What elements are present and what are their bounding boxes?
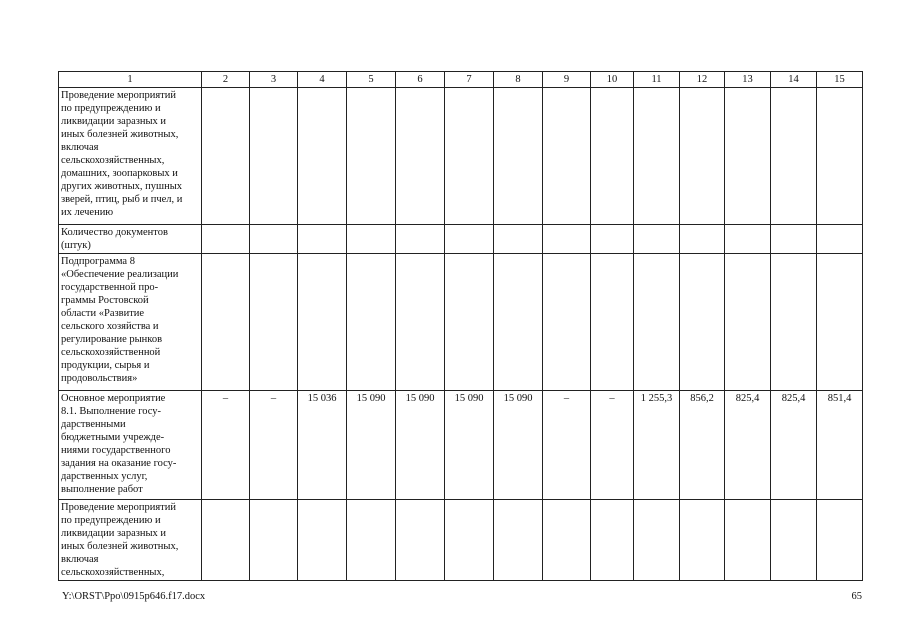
table-cell-col-13: 825,4	[725, 391, 771, 500]
table-cell-col-10	[591, 88, 634, 225]
table-cell-col-15	[817, 225, 863, 254]
column-header-3: 3	[250, 72, 298, 88]
column-header-9: 9	[543, 72, 591, 88]
table-cell-col-15	[817, 88, 863, 225]
table-cell-col-3	[250, 254, 298, 391]
column-header-14: 14	[771, 72, 817, 88]
table-cell-col-7	[445, 500, 494, 581]
row-description: Количество документов (штук)	[59, 225, 202, 254]
table-cell-col-5	[347, 88, 396, 225]
table-cell-col-8: 15 090	[494, 391, 543, 500]
table-cell-col-6	[396, 500, 445, 581]
column-header-1: 1	[59, 72, 202, 88]
table-cell-col-5	[347, 254, 396, 391]
table-cell-col-13	[725, 500, 771, 581]
table-cell-col-14	[771, 500, 817, 581]
table-row	[59, 254, 863, 391]
table-cell-col-11	[634, 254, 680, 391]
column-header-5: 5	[347, 72, 396, 88]
column-header-15: 15	[817, 72, 863, 88]
column-header-6: 6	[396, 72, 445, 88]
table-cell-col-5	[347, 500, 396, 581]
table-cell-col-7	[445, 254, 494, 391]
column-header-8: 8	[494, 72, 543, 88]
table-cell-col-12	[680, 500, 725, 581]
table-row	[59, 88, 863, 225]
table-cell-col-5	[347, 225, 396, 254]
table-cell-col-6: 15 090	[396, 391, 445, 500]
column-header-7: 7	[445, 72, 494, 88]
table-cell-col-9: –	[543, 391, 591, 500]
row-description: Проведение мероприятий по предупреждению и ликвидации заразных и иных болезней животных, включая сельскохозяйственных, домашних, зоопарковых и других животных, пушных зверей, птиц, рыб и пчел, и их лечению	[59, 88, 202, 225]
table-cell-col-6	[396, 88, 445, 225]
column-header-4: 4	[298, 72, 347, 88]
table-cell-col-4	[298, 225, 347, 254]
table-cell-col-8	[494, 500, 543, 581]
table-cell-col-4	[298, 500, 347, 581]
table-cell-col-10: –	[591, 391, 634, 500]
table-cell-col-6	[396, 225, 445, 254]
table-cell-col-7	[445, 225, 494, 254]
column-header-12: 12	[680, 72, 725, 88]
table-cell-col-11	[634, 88, 680, 225]
table-cell-col-15: 851,4	[817, 391, 863, 500]
table-cell-col-9	[543, 225, 591, 254]
table-cell-col-7: 15 090	[445, 391, 494, 500]
document-sheet	[58, 71, 862, 581]
row-description: Основное мероприятие 8.1. Выполнение госу- дарственными бюджетными учрежде- ниями государственного задания на оказание госу- дарственных услуг, выполнение работ	[59, 391, 202, 500]
table-cell-col-6	[396, 254, 445, 391]
table-cell-col-2: –	[202, 391, 250, 500]
table-cell-col-12	[680, 225, 725, 254]
table-cell-col-10	[591, 225, 634, 254]
footer-file-path: Y:\ORST\Ppo\0915p646.f17.docx	[62, 591, 206, 602]
table-cell-col-12	[680, 88, 725, 225]
table-cell-col-2	[202, 254, 250, 391]
table-cell-col-9	[543, 254, 591, 391]
column-header-13: 13	[725, 72, 771, 88]
table-cell-col-2	[202, 88, 250, 225]
table-cell-col-11	[634, 225, 680, 254]
table-cell-col-14	[771, 225, 817, 254]
table-cell-col-4	[298, 254, 347, 391]
column-header-10: 10	[591, 72, 634, 88]
row-description: Подпрограмма 8 «Обеспечение реализации государственной про- граммы Ростовской области «Развитие сельского хозяйства и регулирование рынков сельскохозяйственной продукции, сырья и продовольствия»	[59, 254, 202, 391]
table-cell-col-12	[680, 254, 725, 391]
table-cell-col-10	[591, 500, 634, 581]
table-cell-col-3	[250, 500, 298, 581]
table-cell-col-8	[494, 254, 543, 391]
table-cell-col-14	[771, 88, 817, 225]
table-cell-col-4: 15 036	[298, 391, 347, 500]
column-header-11: 11	[634, 72, 680, 88]
column-header-2: 2	[202, 72, 250, 88]
table-row	[59, 391, 863, 500]
table-row	[59, 500, 863, 581]
table-cell-col-9	[543, 500, 591, 581]
table-row	[59, 225, 863, 254]
table-cell-col-9	[543, 88, 591, 225]
table-cell-col-10	[591, 254, 634, 391]
table-cell-col-13	[725, 254, 771, 391]
table-cell-col-4	[298, 88, 347, 225]
table-cell-col-3	[250, 88, 298, 225]
table-cell-col-3: –	[250, 391, 298, 500]
table-cell-col-12: 856,2	[680, 391, 725, 500]
table-cell-col-7	[445, 88, 494, 225]
table-body	[59, 88, 863, 581]
table-cell-col-11	[634, 500, 680, 581]
table-cell-col-5: 15 090	[347, 391, 396, 500]
header-row	[59, 72, 863, 88]
table-cell-col-8	[494, 88, 543, 225]
data-table	[58, 71, 863, 581]
footer-page-number: 65	[851, 591, 862, 602]
table-cell-col-15	[817, 254, 863, 391]
table-cell-col-13	[725, 225, 771, 254]
table-cell-col-8	[494, 225, 543, 254]
table-cell-col-2	[202, 500, 250, 581]
table-cell-col-3	[250, 225, 298, 254]
table-cell-col-14: 825,4	[771, 391, 817, 500]
table-cell-col-15	[817, 500, 863, 581]
row-description: Проведение мероприятий по предупреждению и ликвидации заразных и иных болезней животных, включая сельскохозяйственных,	[59, 500, 202, 581]
table-cell-col-14	[771, 254, 817, 391]
table-cell-col-13	[725, 88, 771, 225]
table-cell-col-11: 1 255,3	[634, 391, 680, 500]
table-cell-col-2	[202, 225, 250, 254]
